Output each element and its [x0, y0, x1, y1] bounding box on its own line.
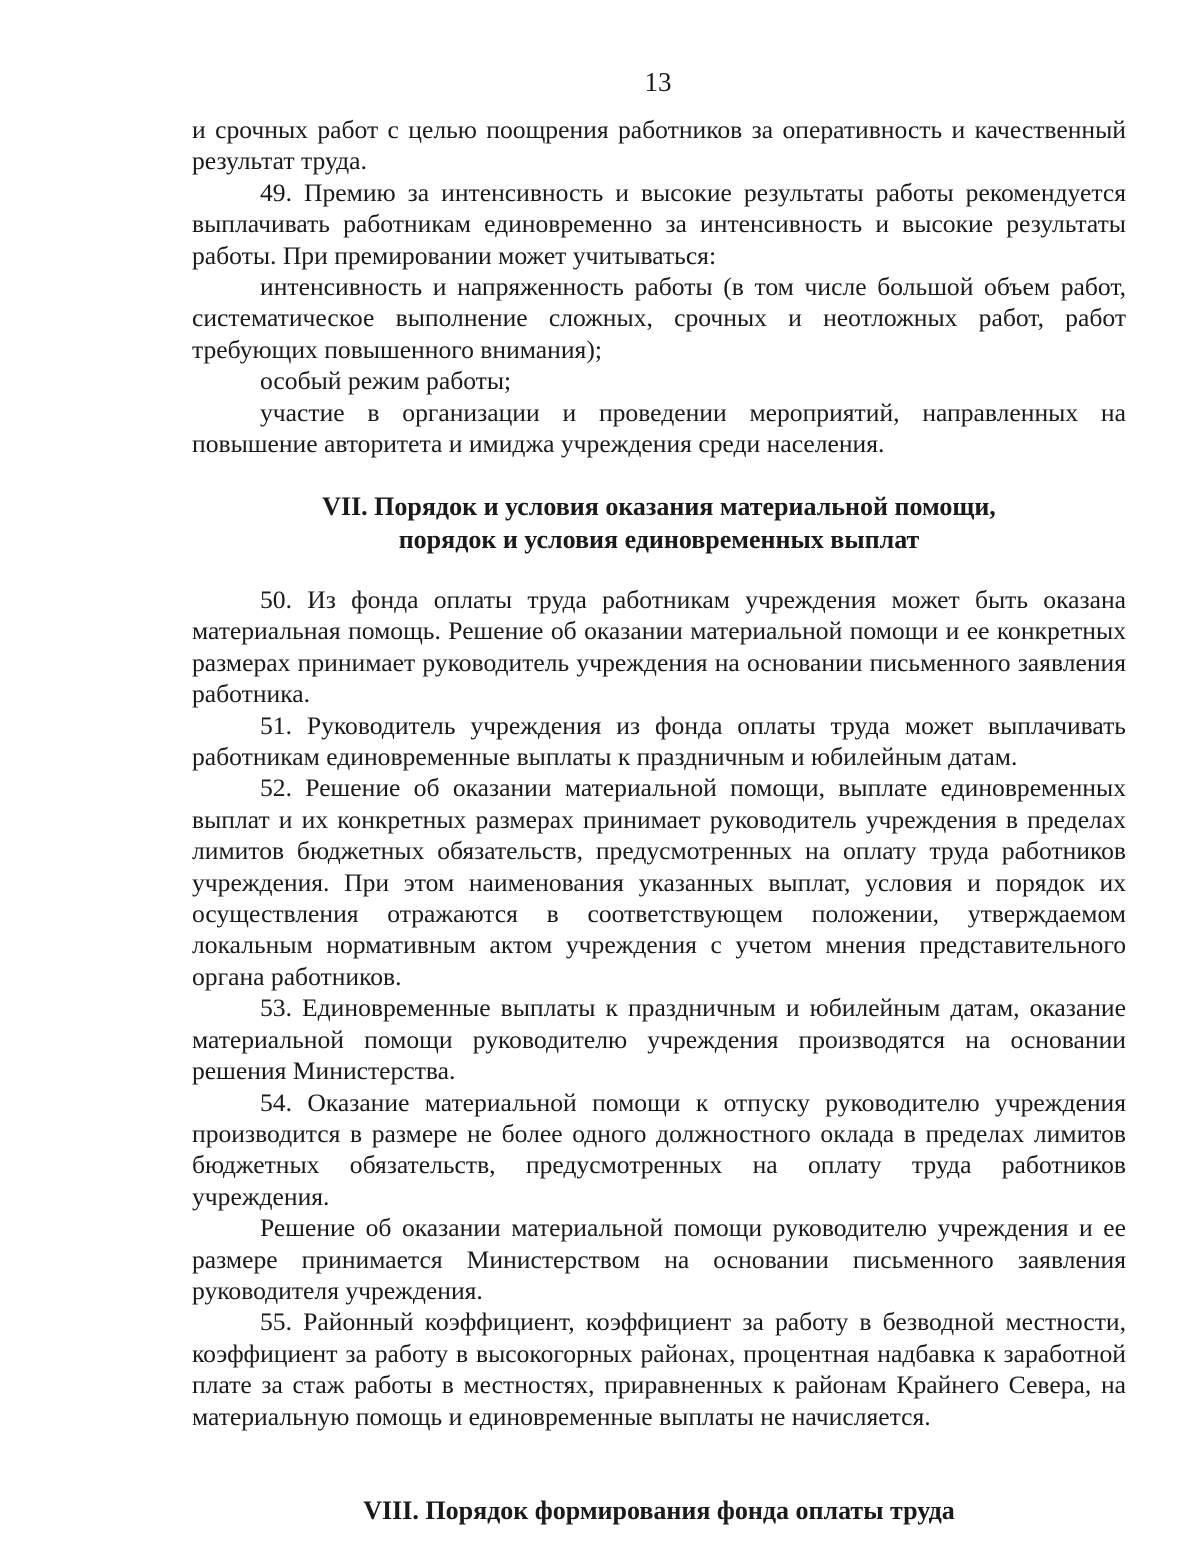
- section-8-heading: VIII. Порядок формирования фонда оплаты труда: [363, 1496, 955, 1525]
- section-7-heading-line2: порядок и условия единовременных выплат: [398, 525, 920, 554]
- paragraph-49: 49. Премию за интенсивность и высокие результаты работы рекомендуется выплачивать работникам единовременно за интенсивность и высокие результаты работы. При премировании может учитываться:: [192, 177, 1126, 270]
- paragraph-51: 51. Руководитель учреждения из фонда оплаты труда может выплачивать работникам единовременные выплаты к праздничным и юбилейным датам.: [192, 710, 1126, 772]
- page-number: 13: [644, 67, 672, 97]
- top-text-block: [192, 114, 1126, 459]
- section-7-text-block: [192, 584, 1126, 1432]
- paragraph-participation: участие в организации и проведении мероприятий, направленных на повышение авторитета и имиджа учреждения среди населения.: [192, 397, 1126, 459]
- paragraph-55: 55. Районный коэффициент, коэффициент за работу в безводной местности, коэффициент за работу в высокогорных районах, процентная надбавка к заработной плате за стаж работы в местностях, приравненных к районам Крайнего Севера, на материальную помощь и единовременные выплаты не начисляется.: [192, 1307, 1126, 1431]
- paragraph-54: 54. Оказание материальной помощи к отпуску руководителю учреждения производится в размере не более одного должностного оклада в пределах лимитов бюджетных обязательств, предусмотренных на оплату труда работников учреждения.: [192, 1087, 1126, 1211]
- paragraph-special-mode: особый режим работы;: [260, 366, 512, 396]
- paragraph-50: 50. Из фонда оплаты труда работникам учреждения может быть оказана материальная помощь. Решение об оказании материальной помощи и ее конкретных размерах принимает руководитель учреждения на основании письменного заявления работника.: [192, 585, 1126, 709]
- paragraph-continuation: и срочных работ с целью поощрения работников за оперативность и качественный результат труда.: [192, 115, 1126, 176]
- paragraph-intensity: интенсивность и напряженность работы (в том числе большой объем работ, систематическое выполнение сложных, срочных и неотложных работ, работ требующих повышенного внимания);: [192, 272, 1126, 364]
- paragraph-53: 53. Единовременные выплаты к праздничным и юбилейным датам, оказание материальной помощи руководителю учреждения производятся на основании решения Министерства.: [192, 993, 1126, 1086]
- section-7-heading-line1: VII. Порядок и условия оказания материальной помощи,: [322, 492, 996, 521]
- paragraph-54-decision: Решение об оказании материальной помощи руководителю учреждения и ее размере принимается Министерством на основании письменного заявления руководителя учреждения.: [192, 1213, 1126, 1305]
- paragraph-52: 52. Решение об оказании материальной помощи, выплате единовременных выплат и их конкретных размерах принимает руководитель учреждения в пределах лимитов бюджетных обязательств, предусмотренных на оплату труда работников учреждения. При этом наименования указанных выплат, условия и порядок их осуществления отражаются в соответствующем положении, утверждаемом локальным нормативным актом учреждения с учетом мнения представительного органа работников.: [192, 773, 1126, 991]
- section-7-heading: [192, 490, 1126, 556]
